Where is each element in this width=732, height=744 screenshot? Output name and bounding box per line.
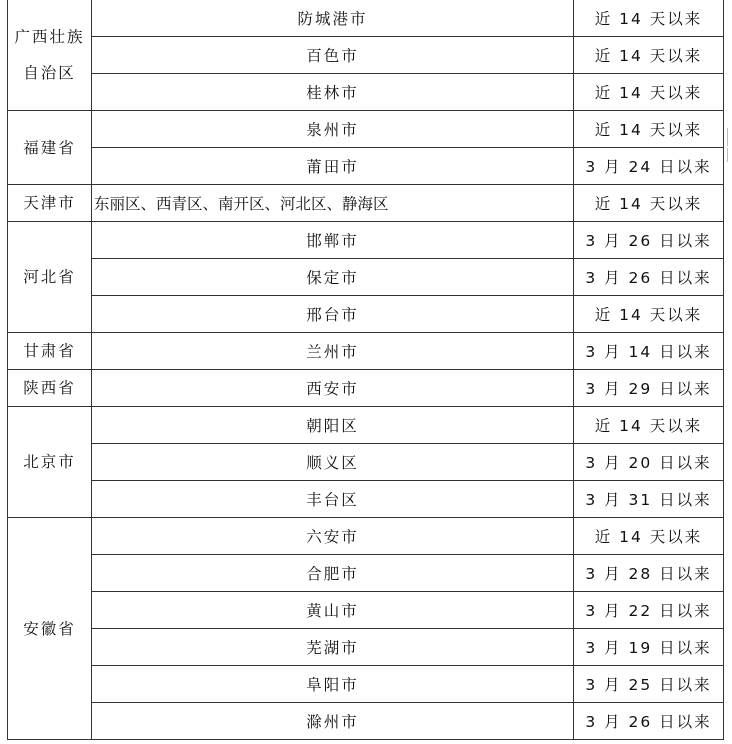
city-cell: 百色市 bbox=[92, 37, 574, 74]
table-row bbox=[8, 0, 724, 37]
city-cell: 防城港市 bbox=[92, 0, 574, 37]
table-row bbox=[8, 333, 724, 370]
table-body bbox=[8, 0, 724, 740]
table-row bbox=[8, 259, 724, 296]
city-cell: 芜湖市 bbox=[92, 629, 574, 666]
since-cell: 3 月 20 日以来 bbox=[574, 444, 724, 481]
since-cell: 近 14 天以来 bbox=[574, 0, 724, 37]
since-cell: 近 14 天以来 bbox=[574, 74, 724, 111]
since-cell: 3 月 26 日以来 bbox=[574, 259, 724, 296]
since-cell: 3 月 25 日以来 bbox=[574, 666, 724, 703]
city-cell: 莆田市 bbox=[92, 148, 574, 185]
since-cell: 近 14 天以来 bbox=[574, 37, 724, 74]
city-cell: 六安市 bbox=[92, 518, 574, 555]
since-cell: 3 月 24 日以来 bbox=[574, 148, 724, 185]
province-cell: 广西壮族自治区 bbox=[8, 0, 92, 111]
table-row bbox=[8, 481, 724, 518]
province-cell: 安徽省 bbox=[8, 518, 92, 740]
table-row bbox=[8, 37, 724, 74]
province-cell: 河北省 bbox=[8, 222, 92, 333]
city-cell: 朝阳区 bbox=[92, 407, 574, 444]
since-cell: 近 14 天以来 bbox=[574, 518, 724, 555]
city-cell: 邢台市 bbox=[92, 296, 574, 333]
table-row bbox=[8, 148, 724, 185]
province-cell: 天津市 bbox=[8, 185, 92, 222]
city-cell: 保定市 bbox=[92, 259, 574, 296]
table-row bbox=[8, 592, 724, 629]
table-row bbox=[8, 703, 724, 740]
since-cell: 3 月 29 日以来 bbox=[574, 370, 724, 407]
table-row bbox=[8, 407, 724, 444]
city-cell: 东丽区、西青区、南开区、河北区、静海区 bbox=[92, 185, 574, 222]
edge-mark bbox=[727, 128, 728, 146]
table-row bbox=[8, 185, 724, 222]
table-row bbox=[8, 111, 724, 148]
since-cell: 近 14 天以来 bbox=[574, 296, 724, 333]
risk-area-table bbox=[7, 0, 724, 740]
since-cell: 3 月 19 日以来 bbox=[574, 629, 724, 666]
table-row bbox=[8, 555, 724, 592]
since-cell: 3 月 22 日以来 bbox=[574, 592, 724, 629]
province-cell: 陕西省 bbox=[8, 370, 92, 407]
province-cell: 甘肃省 bbox=[8, 333, 92, 370]
table-row bbox=[8, 370, 724, 407]
city-cell: 泉州市 bbox=[92, 111, 574, 148]
city-cell: 黄山市 bbox=[92, 592, 574, 629]
city-cell: 西安市 bbox=[92, 370, 574, 407]
city-cell: 滁州市 bbox=[92, 703, 574, 740]
edge-mark bbox=[727, 148, 728, 162]
city-cell: 顺义区 bbox=[92, 444, 574, 481]
table-row bbox=[8, 518, 724, 555]
since-cell: 3 月 26 日以来 bbox=[574, 222, 724, 259]
table-row bbox=[8, 296, 724, 333]
since-cell: 3 月 14 日以来 bbox=[574, 333, 724, 370]
city-cell: 阜阳市 bbox=[92, 666, 574, 703]
since-cell: 近 14 天以来 bbox=[574, 111, 724, 148]
table-row bbox=[8, 74, 724, 111]
table-row bbox=[8, 629, 724, 666]
province-cell: 北京市 bbox=[8, 407, 92, 518]
table-row bbox=[8, 222, 724, 259]
since-cell: 3 月 31 日以来 bbox=[574, 481, 724, 518]
city-cell: 邯郸市 bbox=[92, 222, 574, 259]
since-cell: 近 14 天以来 bbox=[574, 407, 724, 444]
city-cell: 合肥市 bbox=[92, 555, 574, 592]
province-cell: 福建省 bbox=[8, 111, 92, 185]
table-row bbox=[8, 444, 724, 481]
table-row bbox=[8, 666, 724, 703]
city-cell: 桂林市 bbox=[92, 74, 574, 111]
city-cell: 兰州市 bbox=[92, 333, 574, 370]
city-cell: 丰台区 bbox=[92, 481, 574, 518]
since-cell: 3 月 28 日以来 bbox=[574, 555, 724, 592]
since-cell: 3 月 26 日以来 bbox=[574, 703, 724, 740]
since-cell: 近 14 天以来 bbox=[574, 185, 724, 222]
